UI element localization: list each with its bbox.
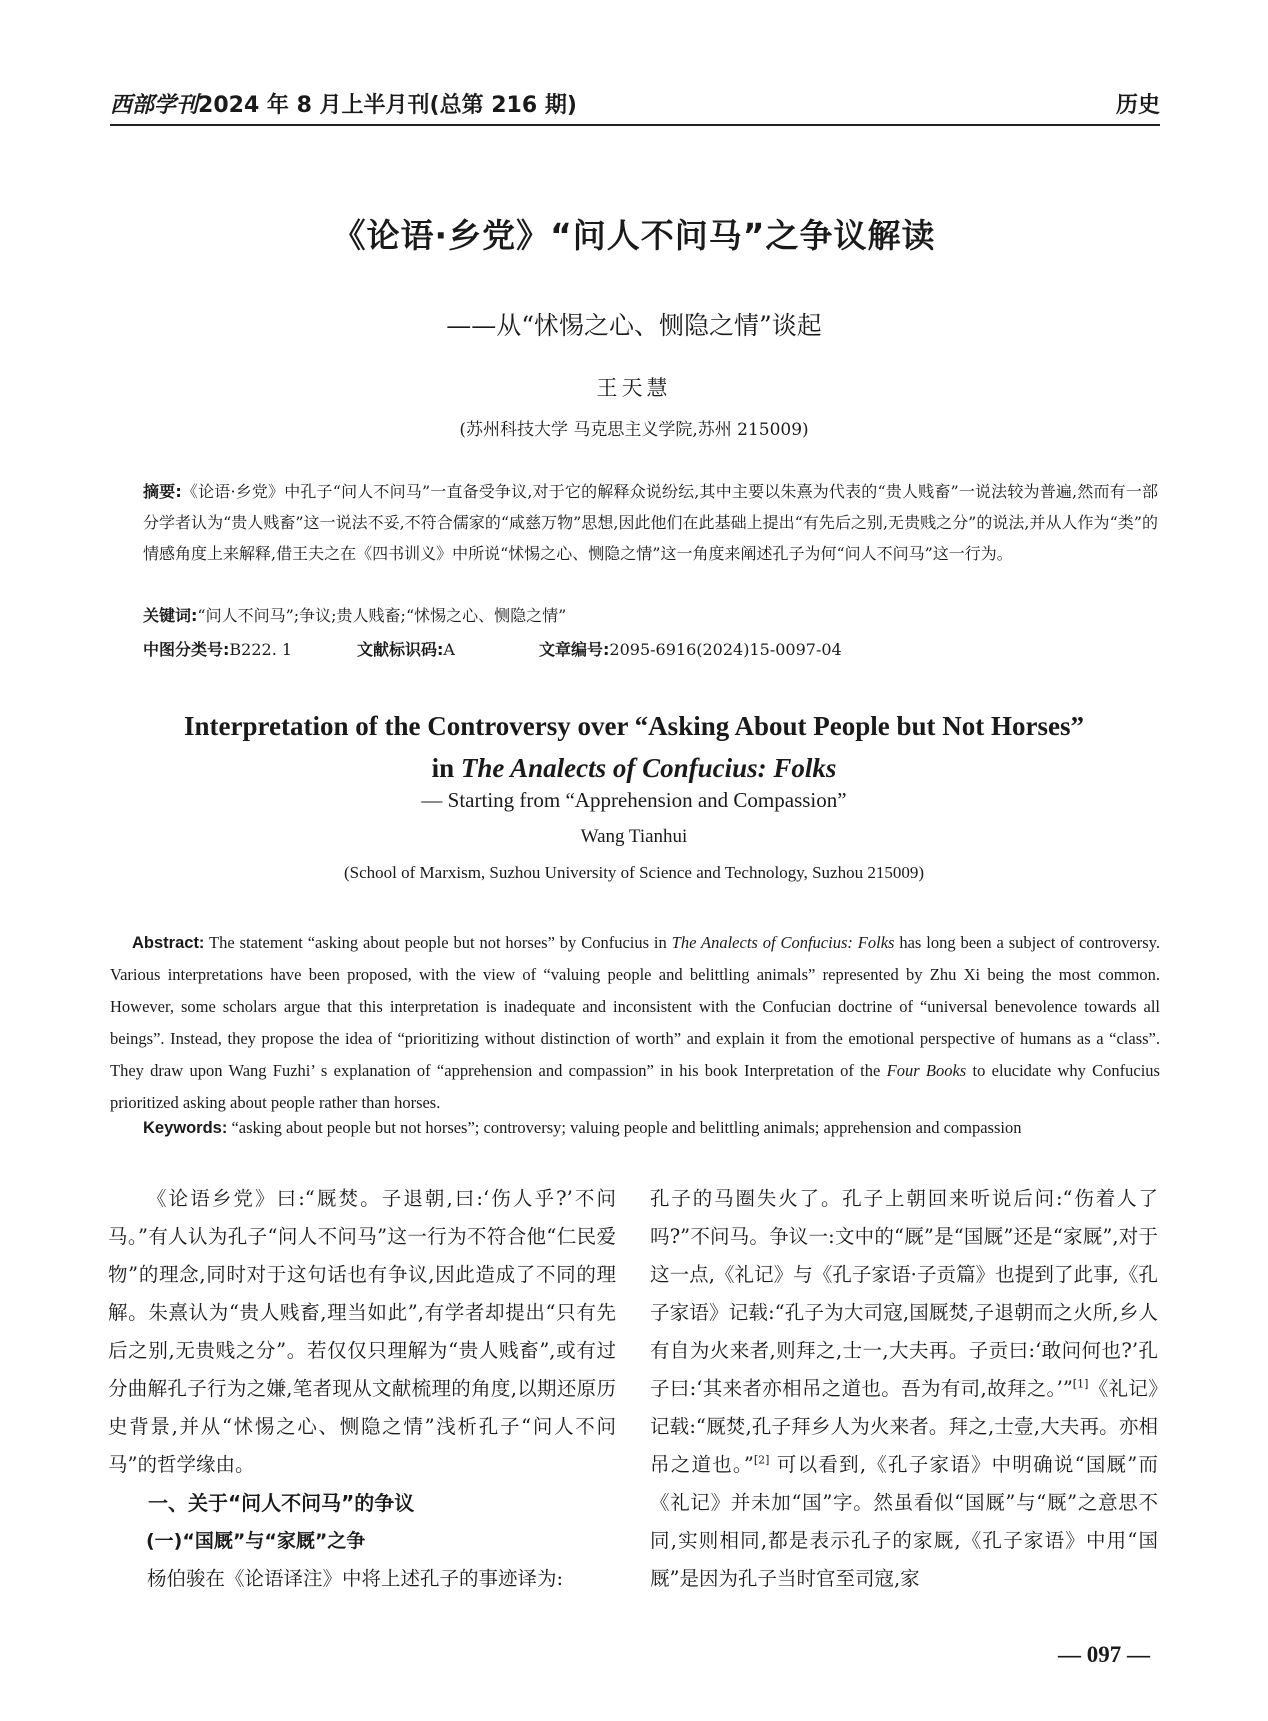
- page-number: — 097 —: [1058, 1642, 1150, 1667]
- journal-masthead: [110, 88, 577, 119]
- clc-label: 中图分类号:: [143, 640, 230, 659]
- body-column-left: [108, 1180, 616, 1598]
- affiliation-cn: (苏州科技大学 马克思主义学院,苏州 215009): [459, 420, 809, 440]
- clc-value: B222. 1: [229, 640, 293, 659]
- keywords-en-text: “asking about people but not horses”; controversy; valuing people and belittling animals; apprehension and compassion: [227, 1118, 1022, 1137]
- affiliation-en: (School of Marxism, Suzhou University of Science and Technology, Suzhou 215009): [343, 863, 925, 882]
- abstract-en-text1: The statement “asking about people but not horses” by Confucius in: [204, 933, 672, 952]
- article-subtitle-en: — Starting from “Apprehension and Compassion”: [421, 788, 847, 812]
- section-label: 历史: [1115, 93, 1160, 118]
- abstract-cn-text: 《论语·乡党》中孔子“问人不问马”一直备受争议,对于它的解释众说纷纭,其中主要以朱熹为代表的“贵人贱畜”一说法较为普遍,然而有一部分学者认为“贵人贱畜”这一说法不妥,不符合儒家的“咸慈万物”思想,因此他们在此基础上提出“有先后之别,无贵贱之分”的说法,并从人作为“类”的情感角度上来解释,借王夫之在《四书训义》中所说“怵惕之心、恻隐之情”这一角度来阐述孔子为何“问人不问马”这一行为。: [143, 482, 1158, 563]
- abstract-en-book1: The Analects of Confucius: Folks: [671, 933, 895, 952]
- citation-ref[interactable]: [2]: [753, 1453, 770, 1467]
- author-en: Wang Tianhui: [580, 826, 688, 847]
- abstract-en-text2: has long been a subject of controversy. Various interpretations have been proposed, with the view of “valuing people and belittling animals” represented by Zhu Xi being the most common. However, some scholars argue that this interpretation is inadequate and inconsistent with the Confucian doctrine of “universal benevolence towards all beings”. Instead, they propose the idea of “prioritizing without distinction of worth” and explain it from the emotional perspective of humans as a “class”. They draw upon Wang Fuzhi’ s explanation of “apprehension and compassion” in his book Interpretation of the: [110, 933, 1160, 1080]
- article-subtitle-cn: ——从“怵惕之心、恻隐之情”谈起: [446, 311, 822, 340]
- running-header: [110, 88, 1160, 122]
- body-paragraph: [650, 1180, 1158, 1598]
- abstract-en-book2: Four Books: [886, 1061, 967, 1080]
- classification-row: [143, 637, 1158, 660]
- article-value: 2095-6916(2024)15-0097-04: [609, 640, 842, 659]
- abstract-cn-label: 摘要:: [143, 482, 182, 501]
- article-title-en: [0, 705, 1268, 789]
- abstract-en-label: Abstract:: [132, 934, 205, 952]
- abstract-en-text3: to elucidate why Confucius prioritized asking about people rather than horses.: [110, 1061, 1160, 1112]
- abstract-en: [110, 927, 1160, 1119]
- article-title-cn: 《论语·乡党》“问人不问马”之争议解读: [332, 216, 936, 255]
- journal-logo: 西部学刊: [110, 92, 199, 118]
- body-paragraph: 杨伯骏在《论语译注》中将上述孔子的事迹译为:: [147, 1567, 564, 1590]
- author-cn: 王天慧: [596, 376, 672, 400]
- keywords-cn-label: 关键词:: [143, 606, 198, 625]
- body-paragraph: 《论语乡党》曰:“厩焚。子退朝,曰:‘伤人乎?’不问马。”有人认为孔子“问人不问马”这一行为不符合他“仁民爱物”的理念,同时对于这句话也有争议,因此造成了不同的理解。朱熹认为“贵人贱畜,理当如此”,有学者却提出“只有先后之别,无贵贱之分”。若仅仅只理解为“贵人贱畜”,或有过分曲解孔子行为之嫌,笔者现从文献梳理的角度,以期还原历史背景,并从“怵惕之心、恻隐之情”浅析孔子“问人不问马”的哲学缘由。: [108, 1187, 616, 1476]
- keywords-en-label: Keywords:: [143, 1119, 228, 1137]
- doc-code: [357, 637, 539, 660]
- article-number: [539, 637, 842, 660]
- title-en-line2: [0, 747, 1268, 789]
- citation-ref[interactable]: [1]: [1072, 1377, 1089, 1391]
- issue-info: 2024 年 8 月上半月刊(总第 216 期): [198, 93, 577, 118]
- doc-label: 文献标识码:: [357, 640, 444, 659]
- doc-value: A: [443, 640, 455, 659]
- body-text: 《礼记》记载:“厩焚,孔子拜乡人为火来者。拜之,士壹,大夫再。亦相吊之道也。”: [650, 1377, 1158, 1476]
- section-heading: 一、关于“问人不问马”的争议: [148, 1491, 415, 1515]
- keywords-en: [143, 1118, 1163, 1138]
- header-rule: [110, 124, 1160, 126]
- article-label: 文章编号:: [539, 640, 610, 659]
- subsection-heading: (一)“国厩”与“家厩”之争: [146, 1530, 366, 1552]
- body-text: 可以看到,《孔子家语》中明确说“国厩”而《礼记》并未加“国”字。然虽看似“国厩”与“厩”之意思不同,实则相同,都是表示孔子的家厩,《孔子家语》中用“国厩”是因为孔子当时官至司寇,家: [650, 1453, 1158, 1590]
- title-en-book: The Analects of Confucius: Folks: [460, 753, 837, 783]
- keywords-cn-text: “问人不问马”;争议;贵人贱畜;“怵惕之心、恻隐之情”: [197, 606, 567, 625]
- body-text: 孔子的马圈失火了。孔子上朝回来听说后问:“伤着人了吗?”不问马。争议一:文中的“厩”是“国厩”还是“家厩”,对于这一点,《礼记》与《孔子家语·子贡篇》也提到了此事,《孔子家语》记载:“孔子为大司寇,国厩焚,子退朝而之火所,乡人有自为火来者,则拜之,士一,大夫再。子贡曰:‘敢问何也?’孔子曰:‘其来者亦相吊之道也。吾为有司,故拜之。’”: [650, 1187, 1158, 1400]
- title-en-line1: Interpretation of the Controversy over “Asking About People but Not Horses”: [184, 711, 1084, 741]
- title-en-prefix: in: [431, 753, 461, 783]
- keywords-cn: [143, 603, 1158, 626]
- abstract-cn: [143, 476, 1158, 569]
- clc-code: [143, 637, 357, 660]
- body-column-right: [650, 1180, 1158, 1598]
